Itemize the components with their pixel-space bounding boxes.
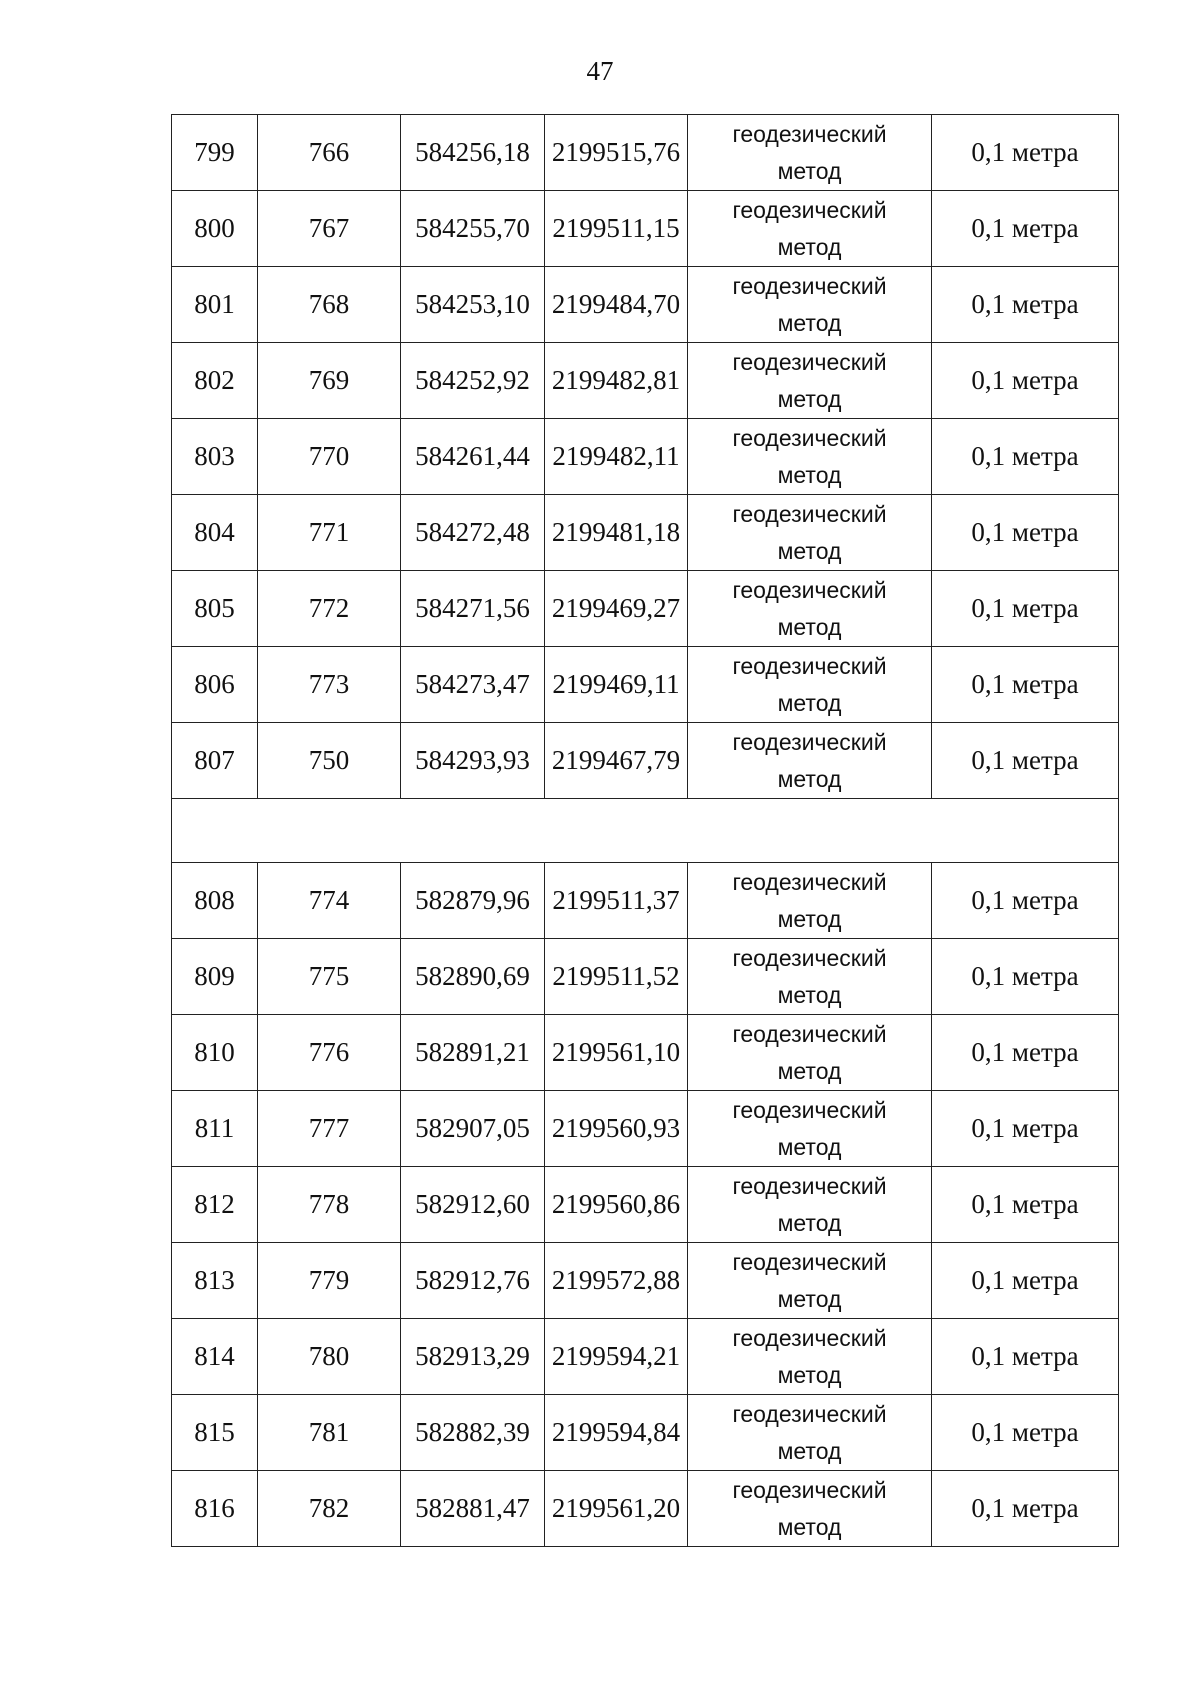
row-number-cell: 816 xyxy=(172,1471,258,1547)
method-line-2: метод xyxy=(777,309,842,336)
x-coordinate-cell: 584293,93 xyxy=(401,723,545,799)
row-number-cell: 811 xyxy=(172,1091,258,1167)
table-row xyxy=(172,723,1119,799)
row-number-cell: 813 xyxy=(172,1243,258,1319)
table-row xyxy=(172,495,1119,571)
point-number-cell: 772 xyxy=(258,571,401,647)
x-coordinate-cell: 582879,96 xyxy=(401,863,545,939)
row-number-cell: 815 xyxy=(172,1395,258,1471)
method-line-2: метод xyxy=(777,765,842,792)
method-line-2: метод xyxy=(777,1209,842,1236)
method-line-1: геодезический xyxy=(732,1172,887,1199)
method-line-1: геодезический xyxy=(732,500,887,527)
table-row xyxy=(172,1395,1119,1471)
method-line-1: геодезический xyxy=(732,196,887,223)
method-line-1: геодезический xyxy=(732,728,887,755)
table-row xyxy=(172,863,1119,939)
accuracy-cell: 0,1 метра xyxy=(932,1015,1119,1091)
method-line-2: метод xyxy=(777,1285,842,1312)
point-number-cell: 782 xyxy=(258,1471,401,1547)
method-line-2: метод xyxy=(777,1133,842,1160)
x-coordinate-cell: 584253,10 xyxy=(401,267,545,343)
method-line-1: геодезический xyxy=(732,868,887,895)
method-cell xyxy=(688,647,932,723)
x-coordinate-cell: 584261,44 xyxy=(401,419,545,495)
point-number-cell: 777 xyxy=(258,1091,401,1167)
y-coordinate-cell: 2199594,21 xyxy=(545,1319,688,1395)
method-cell xyxy=(688,1319,932,1395)
x-coordinate-cell: 582912,76 xyxy=(401,1243,545,1319)
point-number-cell: 768 xyxy=(258,267,401,343)
x-coordinate-cell: 584273,47 xyxy=(401,647,545,723)
method-cell xyxy=(688,1471,932,1547)
x-coordinate-cell: 582881,47 xyxy=(401,1471,545,1547)
y-coordinate-cell: 2199560,93 xyxy=(545,1091,688,1167)
y-coordinate-cell: 2199594,84 xyxy=(545,1395,688,1471)
method-cell xyxy=(688,343,932,419)
method-line-2: метод xyxy=(777,233,842,260)
method-cell xyxy=(688,723,932,799)
table-row xyxy=(172,115,1119,191)
point-number-cell: 769 xyxy=(258,343,401,419)
accuracy-cell: 0,1 метра xyxy=(932,1395,1119,1471)
y-coordinate-cell: 2199484,70 xyxy=(545,267,688,343)
method-cell xyxy=(688,495,932,571)
method-line-1: геодезический xyxy=(732,944,887,971)
row-number-cell: 814 xyxy=(172,1319,258,1395)
row-number-cell: 802 xyxy=(172,343,258,419)
row-number-cell: 807 xyxy=(172,723,258,799)
point-number-cell: 773 xyxy=(258,647,401,723)
method-cell xyxy=(688,419,932,495)
method-cell xyxy=(688,1167,932,1243)
x-coordinate-cell: 584255,70 xyxy=(401,191,545,267)
coordinates-table xyxy=(171,114,1119,1547)
method-line-1: геодезический xyxy=(732,1020,887,1047)
point-number-cell: 778 xyxy=(258,1167,401,1243)
accuracy-cell: 0,1 метра xyxy=(932,571,1119,647)
x-coordinate-cell: 584256,18 xyxy=(401,115,545,191)
accuracy-cell: 0,1 метра xyxy=(932,419,1119,495)
y-coordinate-cell: 2199511,15 xyxy=(545,191,688,267)
accuracy-cell: 0,1 метра xyxy=(932,863,1119,939)
table-row xyxy=(172,647,1119,723)
table-row xyxy=(172,1319,1119,1395)
method-line-1: геодезический xyxy=(732,1476,887,1503)
point-number-cell: 771 xyxy=(258,495,401,571)
accuracy-cell: 0,1 метра xyxy=(932,191,1119,267)
table-row xyxy=(172,1471,1119,1547)
table-row xyxy=(172,939,1119,1015)
method-cell xyxy=(688,571,932,647)
y-coordinate-cell: 2199572,88 xyxy=(545,1243,688,1319)
point-number-cell: 774 xyxy=(258,863,401,939)
method-line-2: метод xyxy=(777,1361,842,1388)
point-number-cell: 750 xyxy=(258,723,401,799)
y-coordinate-cell: 2199511,37 xyxy=(545,863,688,939)
table-row xyxy=(172,1091,1119,1167)
accuracy-cell: 0,1 метра xyxy=(932,647,1119,723)
method-line-2: метод xyxy=(777,905,842,932)
method-line-1: геодезический xyxy=(732,424,887,451)
point-number-cell: 770 xyxy=(258,419,401,495)
method-line-2: метод xyxy=(777,1513,842,1540)
accuracy-cell: 0,1 метра xyxy=(932,1319,1119,1395)
row-number-cell: 799 xyxy=(172,115,258,191)
table-row xyxy=(172,1167,1119,1243)
y-coordinate-cell: 2199515,76 xyxy=(545,115,688,191)
y-coordinate-cell: 2199467,79 xyxy=(545,723,688,799)
row-number-cell: 803 xyxy=(172,419,258,495)
row-number-cell: 810 xyxy=(172,1015,258,1091)
method-cell xyxy=(688,1243,932,1319)
point-number-cell: 767 xyxy=(258,191,401,267)
x-coordinate-cell: 582913,29 xyxy=(401,1319,545,1395)
accuracy-cell: 0,1 метра xyxy=(932,723,1119,799)
method-line-1: геодезический xyxy=(732,272,887,299)
accuracy-cell: 0,1 метра xyxy=(932,939,1119,1015)
method-line-2: метод xyxy=(777,689,842,716)
x-coordinate-cell: 584271,56 xyxy=(401,571,545,647)
x-coordinate-cell: 582912,60 xyxy=(401,1167,545,1243)
accuracy-cell: 0,1 метра xyxy=(932,267,1119,343)
row-number-cell: 801 xyxy=(172,267,258,343)
x-coordinate-cell: 584252,92 xyxy=(401,343,545,419)
row-number-cell: 804 xyxy=(172,495,258,571)
table-row xyxy=(172,267,1119,343)
method-cell xyxy=(688,863,932,939)
method-cell xyxy=(688,1395,932,1471)
method-cell xyxy=(688,191,932,267)
method-line-2: метод xyxy=(777,537,842,564)
table-row xyxy=(172,1015,1119,1091)
method-line-2: метод xyxy=(777,1057,842,1084)
accuracy-cell: 0,1 метра xyxy=(932,1091,1119,1167)
method-line-1: геодезический xyxy=(732,120,887,147)
method-line-2: метод xyxy=(777,613,842,640)
accuracy-cell: 0,1 метра xyxy=(932,343,1119,419)
x-coordinate-cell: 582891,21 xyxy=(401,1015,545,1091)
row-number-cell: 809 xyxy=(172,939,258,1015)
section-separator-row xyxy=(172,799,1119,863)
table-row xyxy=(172,419,1119,495)
row-number-cell: 808 xyxy=(172,863,258,939)
method-cell xyxy=(688,267,932,343)
accuracy-cell: 0,1 метра xyxy=(932,115,1119,191)
coordinates-table-body xyxy=(172,115,1119,1547)
row-number-cell: 805 xyxy=(172,571,258,647)
point-number-cell: 766 xyxy=(258,115,401,191)
y-coordinate-cell: 2199469,27 xyxy=(545,571,688,647)
accuracy-cell: 0,1 метра xyxy=(932,1167,1119,1243)
method-cell xyxy=(688,1015,932,1091)
point-number-cell: 776 xyxy=(258,1015,401,1091)
method-line-1: геодезический xyxy=(732,1324,887,1351)
method-line-1: геодезический xyxy=(732,576,887,603)
section-separator-cell xyxy=(172,799,1119,863)
x-coordinate-cell: 582890,69 xyxy=(401,939,545,1015)
y-coordinate-cell: 2199511,52 xyxy=(545,939,688,1015)
point-number-cell: 780 xyxy=(258,1319,401,1395)
table-row xyxy=(172,1243,1119,1319)
y-coordinate-cell: 2199469,11 xyxy=(545,647,688,723)
accuracy-cell: 0,1 метра xyxy=(932,1243,1119,1319)
y-coordinate-cell: 2199561,10 xyxy=(545,1015,688,1091)
table-row xyxy=(172,571,1119,647)
point-number-cell: 781 xyxy=(258,1395,401,1471)
x-coordinate-cell: 582882,39 xyxy=(401,1395,545,1471)
accuracy-cell: 0,1 метра xyxy=(932,1471,1119,1547)
method-line-1: геодезический xyxy=(732,1400,887,1427)
y-coordinate-cell: 2199481,18 xyxy=(545,495,688,571)
x-coordinate-cell: 582907,05 xyxy=(401,1091,545,1167)
method-line-2: метод xyxy=(777,385,842,412)
y-coordinate-cell: 2199560,86 xyxy=(545,1167,688,1243)
y-coordinate-cell: 2199482,81 xyxy=(545,343,688,419)
method-line-2: метод xyxy=(777,1437,842,1464)
row-number-cell: 812 xyxy=(172,1167,258,1243)
accuracy-cell: 0,1 метра xyxy=(932,495,1119,571)
method-cell xyxy=(688,939,932,1015)
table-row xyxy=(172,343,1119,419)
method-line-1: геодезический xyxy=(732,652,887,679)
page-number: 47 xyxy=(586,56,614,86)
method-line-2: метод xyxy=(777,461,842,488)
point-number-cell: 775 xyxy=(258,939,401,1015)
row-number-cell: 806 xyxy=(172,647,258,723)
method-line-1: геодезический xyxy=(732,1248,887,1275)
method-line-2: метод xyxy=(777,981,842,1008)
x-coordinate-cell: 584272,48 xyxy=(401,495,545,571)
row-number-cell: 800 xyxy=(172,191,258,267)
method-line-2: метод xyxy=(777,157,842,184)
table-row xyxy=(172,191,1119,267)
y-coordinate-cell: 2199482,11 xyxy=(545,419,688,495)
method-line-1: геодезический xyxy=(732,348,887,375)
point-number-cell: 779 xyxy=(258,1243,401,1319)
method-cell xyxy=(688,1091,932,1167)
method-cell xyxy=(688,115,932,191)
y-coordinate-cell: 2199561,20 xyxy=(545,1471,688,1547)
method-line-1: геодезический xyxy=(732,1096,887,1123)
